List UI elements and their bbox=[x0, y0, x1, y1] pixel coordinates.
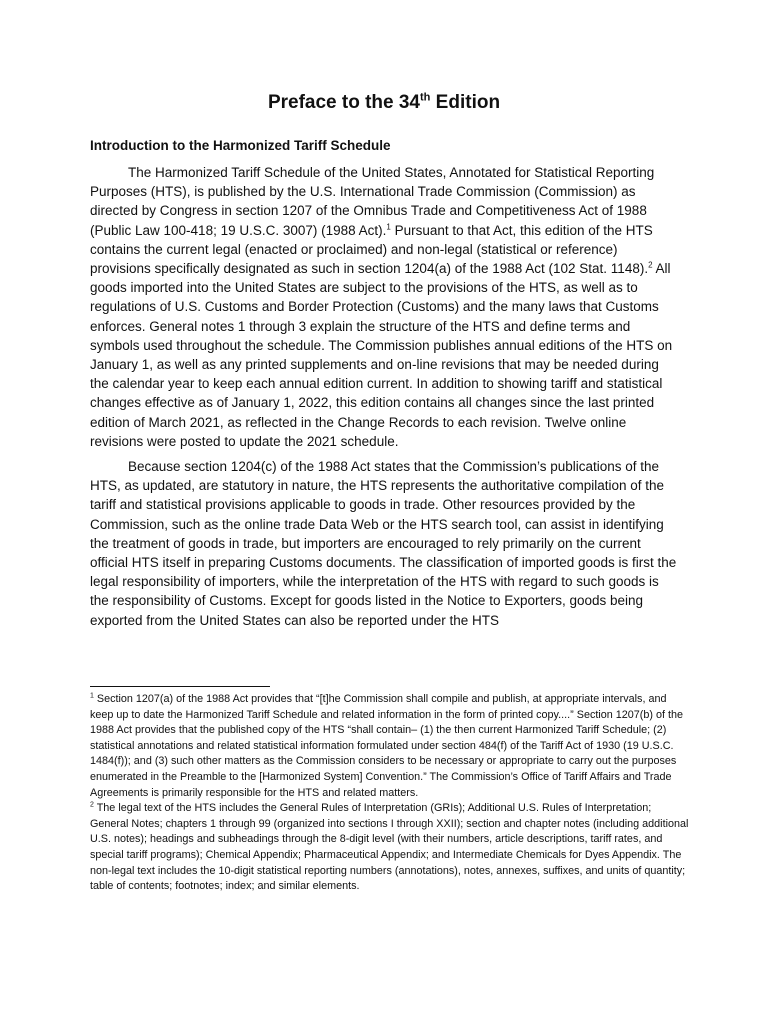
section-heading: Introduction to the Harmonized Tariff Schedule bbox=[90, 138, 391, 153]
title-main: Preface to the 34 bbox=[267, 92, 421, 113]
paragraph-1-part-a: The Harmonized Tariff Schedule of the United States, Annotated for Statistical Reporting Purposes (HTS), is published by the U.S. International Trade Commission (Commission) as directed by Congress in section 1207 of the Omnibus Trade and Competitiveness Act of 1988 (Public Law 100-418; 19 U.S.C. 3007) (1988 Act). bbox=[90, 165, 655, 238]
footnote-ref-2[interactable]: 2 bbox=[648, 260, 653, 270]
body-text bbox=[90, 163, 680, 636]
page-title bbox=[0, 92, 768, 114]
footnotes bbox=[90, 692, 690, 895]
footnote-1-text: Section 1207(a) of the 1988 Act provides that “[t]he Commission shall compile and publish, at appropriate intervals, and keep up to date the Harmonized Tariff Schedule and related information in the form of printed copy....” Section 1207(b) of the 1988 Act provides that the published copy of the HTS “shall contain– (1) the then current Harmonized Tariff Schedule; (2) statistical annotations and related statistical information formulated under section 484(f) of the Tariff Act of 1930 (19 U.S.C. 1484(f)); and (3) such other matters as the Commission considers to be necessary or appropriate to carry out the purposes enumerated in the Preamble to the [Harmonized System] Convention.” The Commission’s Office of Tariff Affairs and Trade Agreements is primarily responsible for the HTS and related matters. bbox=[90, 693, 683, 799]
title-superscript: th bbox=[420, 91, 431, 104]
footnote-2-text: The legal text of the HTS includes the General Rules of Interpretation (GRIs); Additional U.S. Rules of Interpretation; General Notes; chapters 1 through 99 (organized into sections I through XXII); section and chapter notes (including additional U.S. notes); headings and subheadings through the 8-digit level (with their numbers, article descriptions, tariff rates, and special tariff programs); Chemical Appendix; Pharmaceutical Appendix; and Intermediate Chemicals for Dyes Appendix. The non-legal text includes the 10-digit statistical reporting numbers (annotations), notes, annexes, suffixes, and units of quantity; table of contents; footnotes; index; and similar elements. bbox=[90, 802, 689, 893]
footnote-ref-1[interactable]: 1 bbox=[386, 222, 391, 232]
footnote-separator bbox=[90, 686, 270, 687]
paragraph-1-part-c: All goods imported into the United States are subject to the provisions of the HTS, as well as to regulations of U.S. Customs and Border Protection (Customs) and the many laws that Customs enforces. General notes 1 through 3 explain the structure of the HTS and define terms and symbols used throughout the schedule. The Commission publishes annual editions of the HTS on January 1, as well as any printed supplements and on-line revisions that may be needed during the calendar year to keep each annual edition current. In addition to showing tariff and statistical changes effective as of January 1, 2022, this edition contains all changes since the last printed edition of March 2021, as reflected in the Change Records to each revision. Twelve online revisions were posted to update the 2021 schedule. bbox=[90, 261, 673, 449]
footnote-2 bbox=[90, 801, 690, 895]
footnote-1 bbox=[90, 692, 690, 801]
paragraph-1 bbox=[90, 163, 680, 451]
title-rest: Edition bbox=[430, 92, 501, 113]
paragraph-1-part-b: Pursuant to that Act, this edition of the HTS contains the current legal (enacted or proclaimed) and non-legal (statistical or reference) provisions specifically designated as such in section 1204(a) of the 1988 Act (102 Stat. 1148). bbox=[90, 222, 653, 277]
paragraph-2: Because section 1204(c) of the 1988 Act states that the Commission’s publications of the HTS, as updated, are statutory in nature, the HTS represents the authoritative compilation of the tariff and statistical provisions applicable to goods in trade. Other resources provided by the Commission, such as the online trade Data Web or the HTS search tool, can assist in identifying the treatment of goods in trade, but importers are encouraged to rely primarily on the current official HTS itself in preparing Customs documents. The classification of imported goods is first the legal responsibility of importers, while the interpretation of the HTS with regard to such goods is the responsibility of Customs. Except for goods listed in the Notice to Exporters, goods being exported from the United States can also be reported under the HTS bbox=[90, 459, 677, 628]
footnote-1-number: 1 bbox=[90, 692, 94, 700]
footnote-2-number: 2 bbox=[90, 801, 94, 809]
